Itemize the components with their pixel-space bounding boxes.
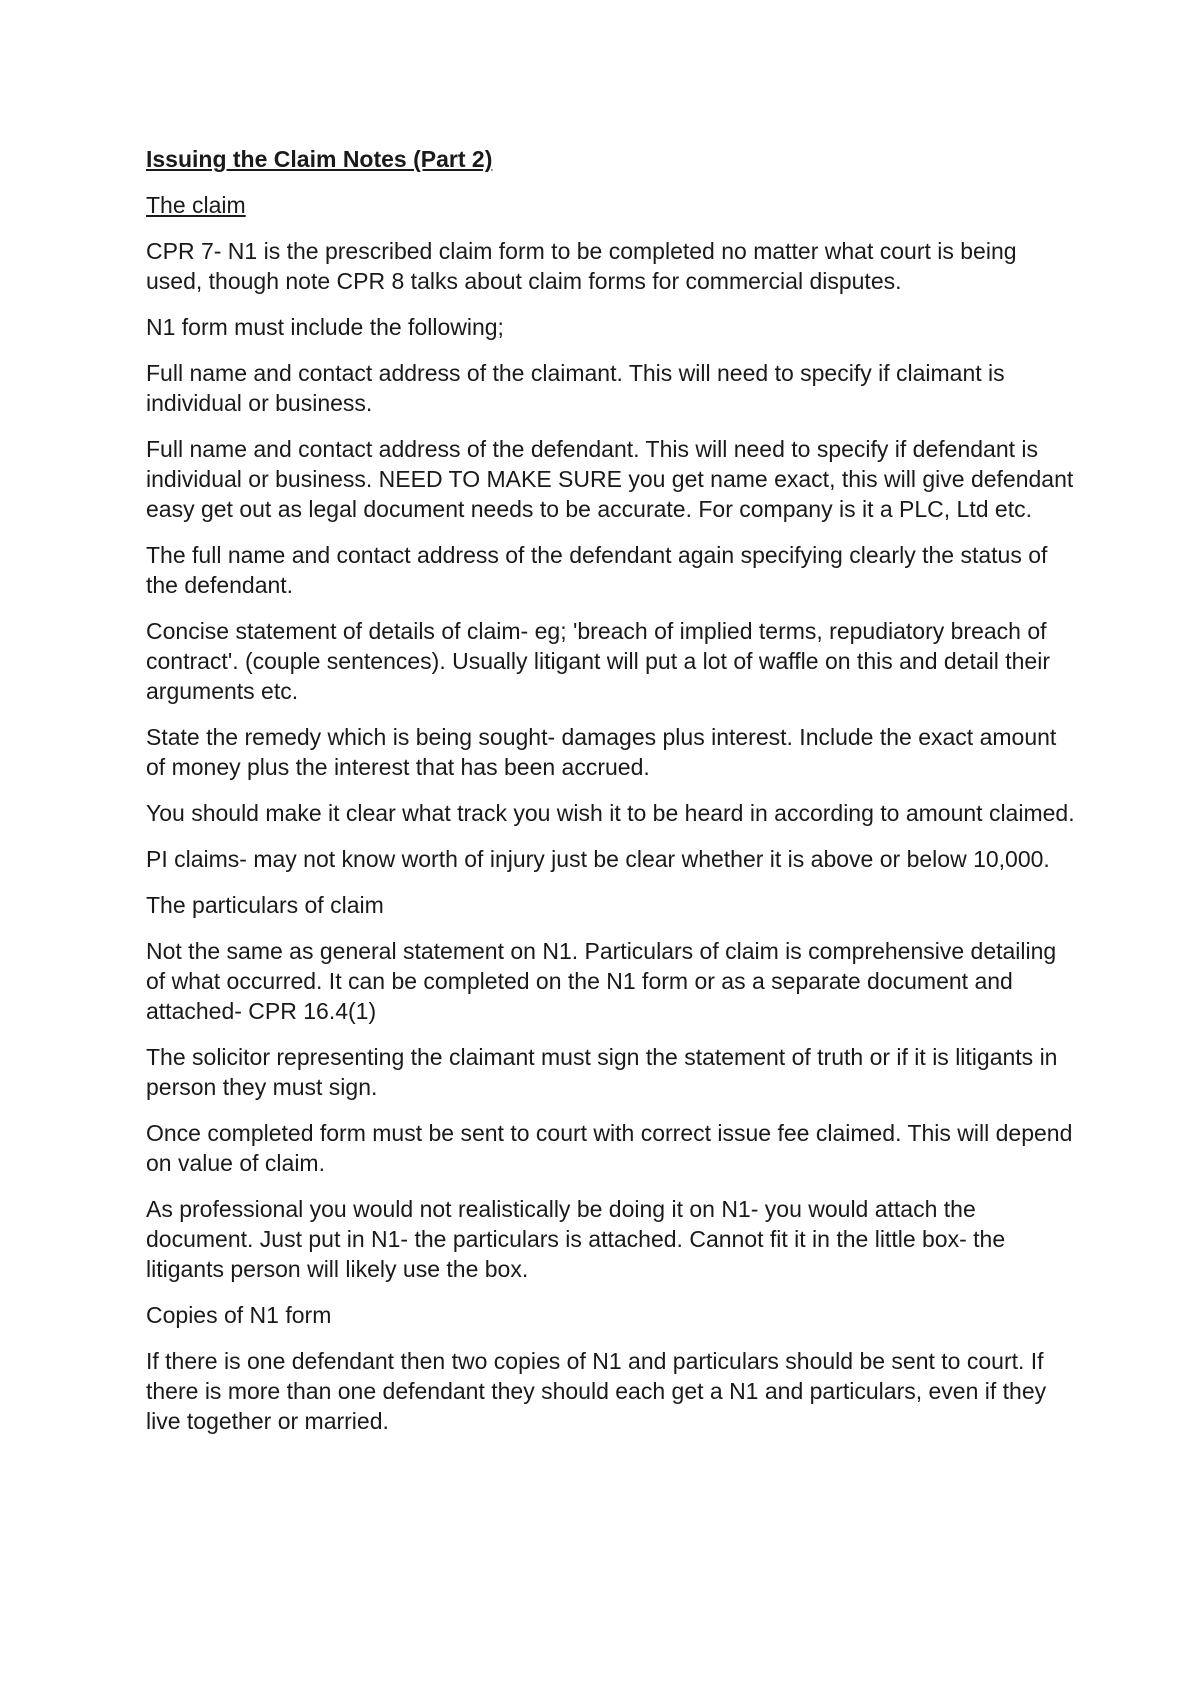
section-heading-the-claim: The claim bbox=[146, 192, 246, 218]
paragraph: PI claims- may not know worth of injury just be clear whether it is above or below 10,000. bbox=[146, 846, 1050, 872]
paragraph: State the remedy which is being sought- damages plus interest. Include the exact amount of money plus the interest that has been accrued. bbox=[146, 724, 1057, 780]
section-heading-particulars: The particulars of claim bbox=[146, 892, 384, 918]
document-body bbox=[146, 144, 1076, 1452]
paragraph: If there is one defendant then two copies of N1 and particulars should be sent to court. If there is more than one defendant they should each get a N1 and particulars, even if they live together or married. bbox=[146, 1348, 1047, 1434]
paragraph: You should make it clear what track you wish it to be heard in according to amount claimed. bbox=[146, 800, 1075, 826]
paragraph: As professional you would not realistically be doing it on N1- you would attach the document. Just put in N1- the particulars is attached. Cannot fit it in the little box- the litigants person will likely use the box. bbox=[146, 1196, 1006, 1282]
paragraph: Full name and contact address of the defendant. This will need to specify if defendant is individual or business. NEED TO MAKE SURE you get name exact, this will give defendant easy get out as legal document needs to be accurate. For company is it a PLC, Ltd etc. bbox=[146, 436, 1074, 522]
section-heading-copies: Copies of N1 form bbox=[146, 1302, 332, 1328]
paragraph: The full name and contact address of the defendant again specifying clearly the status of the defendant. bbox=[146, 542, 1048, 598]
paragraph: CPR 7- N1 is the prescribed claim form to be completed no matter what court is being used, though note CPR 8 talks about claim forms for commercial disputes. bbox=[146, 238, 1017, 294]
paragraph: The solicitor representing the claimant must sign the statement of truth or if it is litigants in person they must sign. bbox=[146, 1044, 1058, 1100]
paragraph: N1 form must include the following; bbox=[146, 314, 504, 340]
paragraph: Full name and contact address of the claimant. This will need to specify if claimant is individual or business. bbox=[146, 360, 1005, 416]
paragraph: Concise statement of details of claim- eg; 'breach of implied terms, repudiatory breach of contract'. (couple sentences). Usually litigant will put a lot of waffle on this and detail their arguments etc. bbox=[146, 618, 1050, 704]
paragraph: Not the same as general statement on N1. Particulars of claim is comprehensive detailing of what occurred. It can be completed on the N1 form or as a separate document and attached- CPR 16.4(1) bbox=[146, 938, 1057, 1024]
paragraph: Once completed form must be sent to court with correct issue fee claimed. This will depend on value of claim. bbox=[146, 1120, 1073, 1176]
document-title: Issuing the Claim Notes (Part 2) bbox=[146, 146, 493, 172]
